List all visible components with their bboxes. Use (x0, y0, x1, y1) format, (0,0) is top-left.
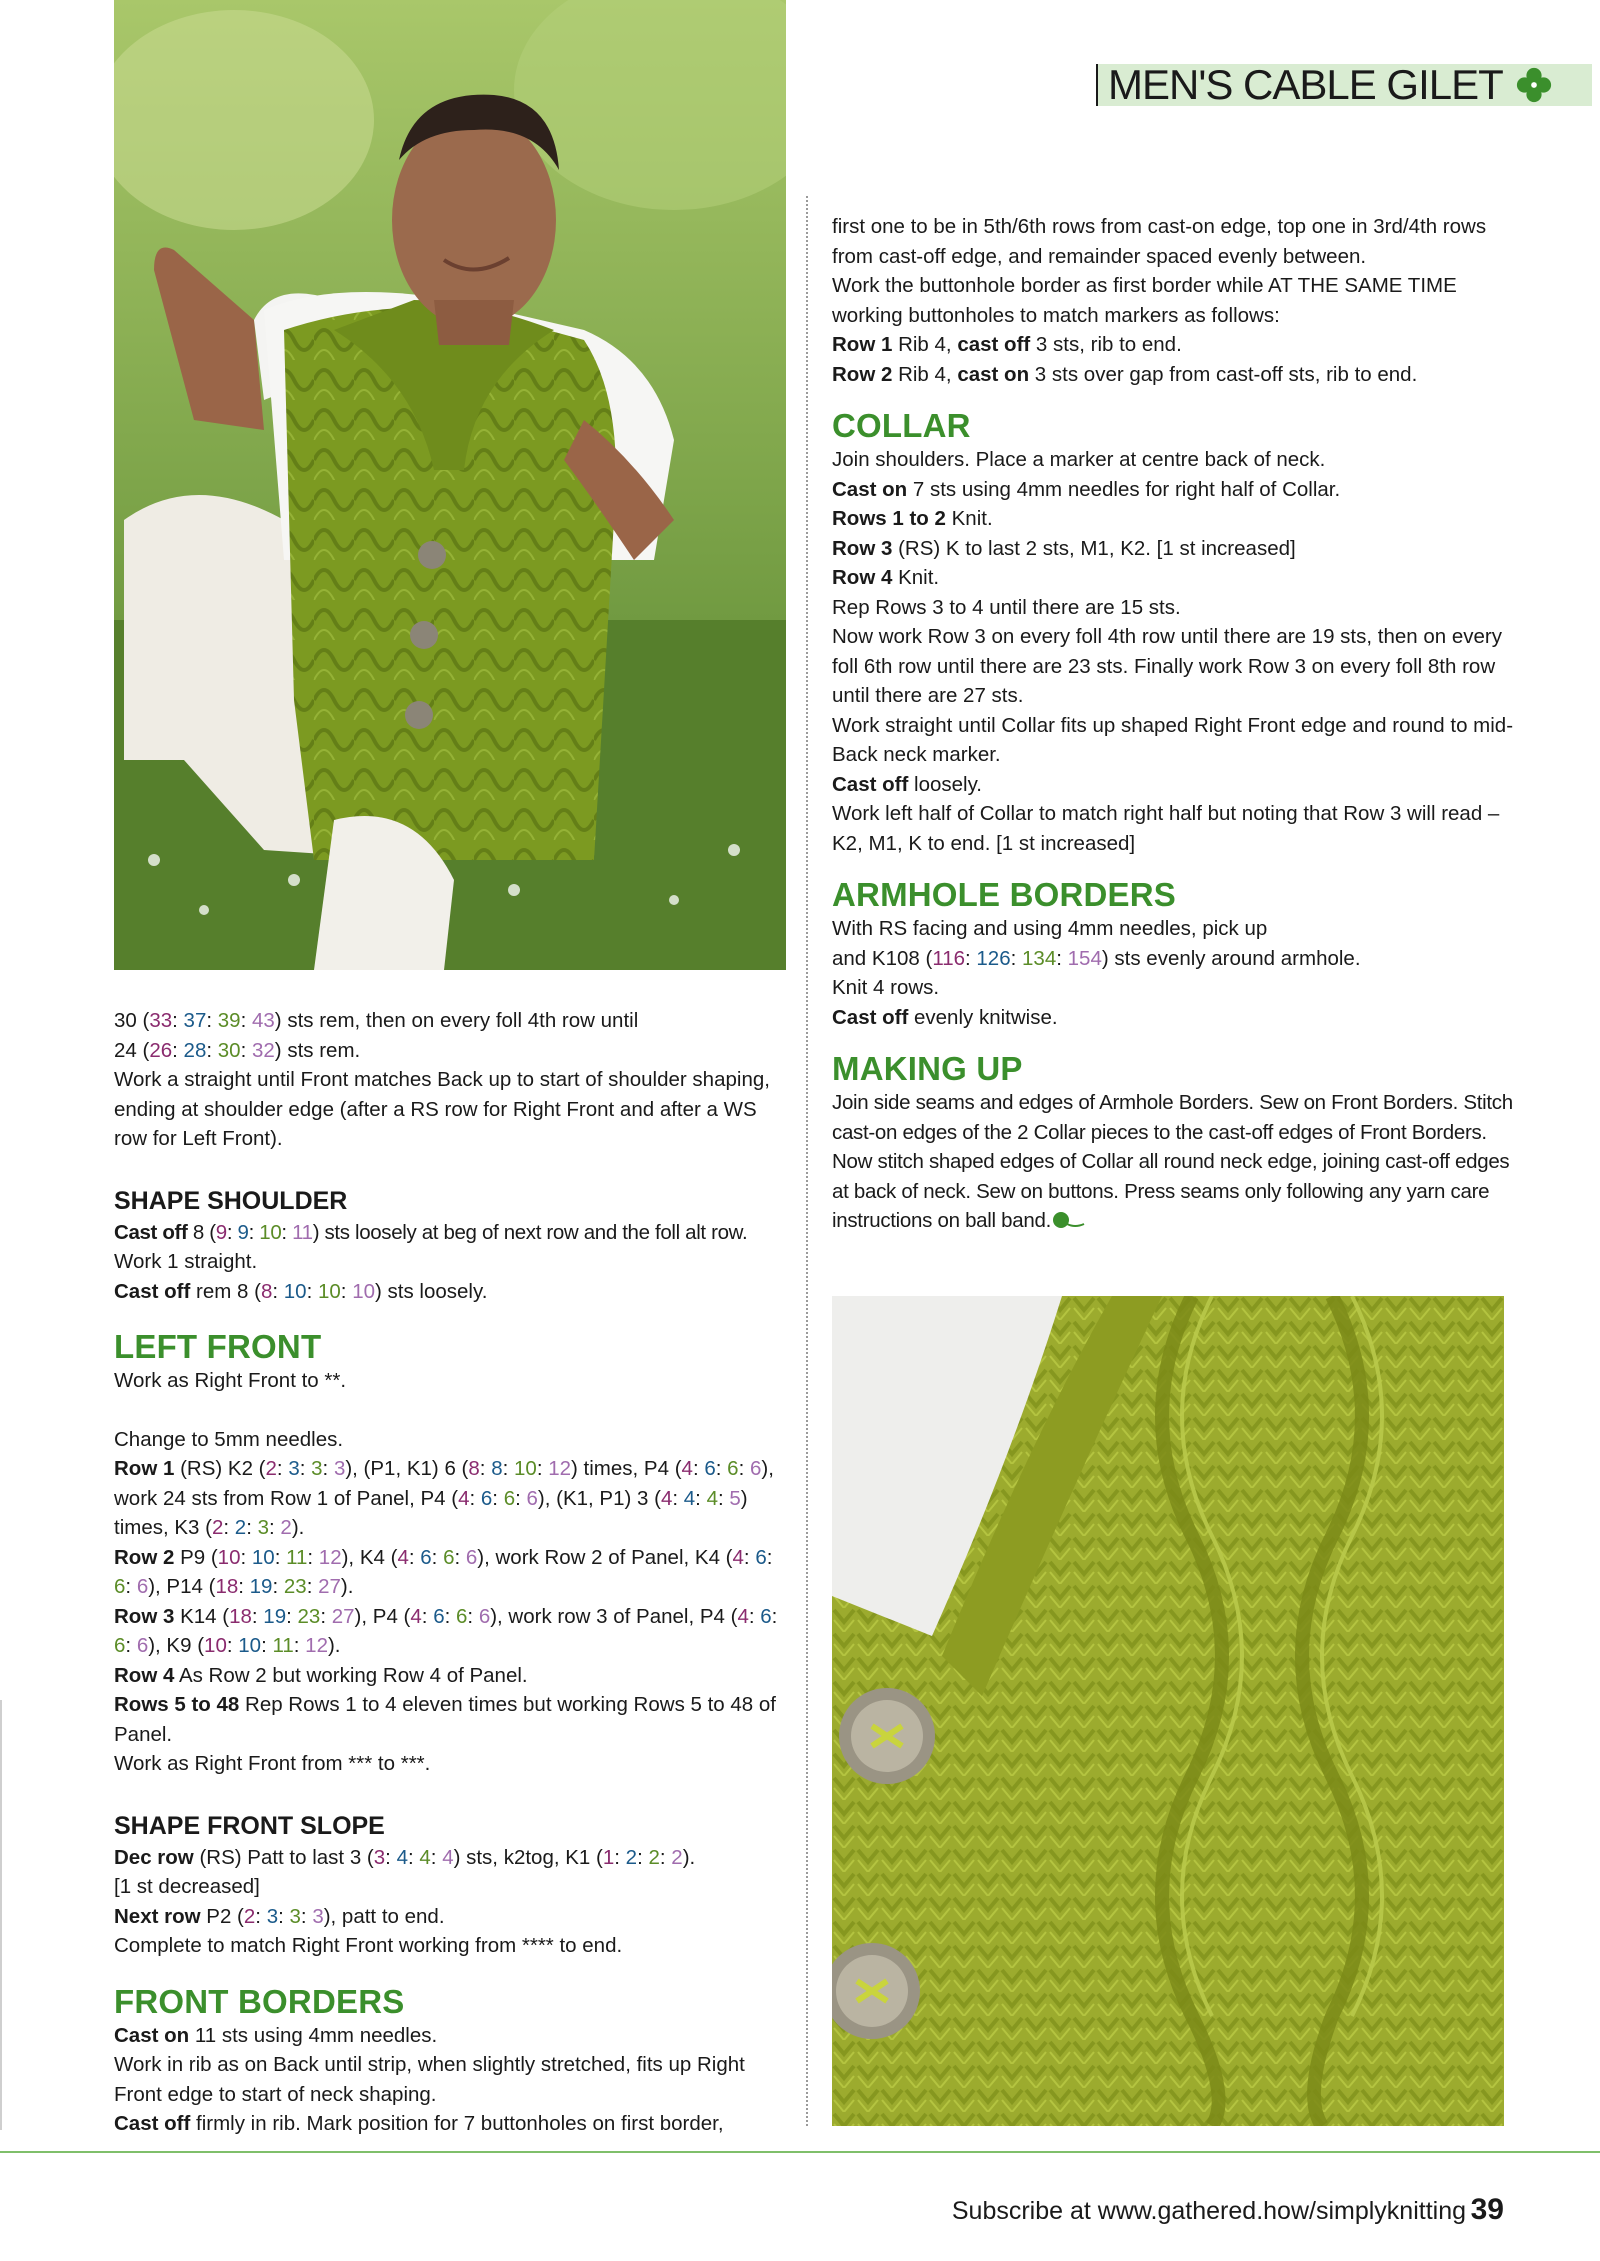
next-row: Next row P2 (2: 3: 3: 3), patt to end. (114, 1904, 445, 1928)
buttonhole-border-instructions: Work the buttonhole border as first border while AT THE SAME TIME working buttonholes to match markers as follows: (832, 274, 1457, 327)
making-up-text: Join side seams and edges of Armhole Borders. Sew on Front Borders. Stitch cast-on edges of the 2 Collar pieces to the cast-off edges of Front Borders. Now stitch shaped edges of Collar all round neck edge, joining cast-off edges at back of neck. Sew on buttons. Press seams only following any yarn care instructions on ball band. (832, 1091, 1513, 1232)
left-front-row-2: Row 2 P9 (10: 10: 11: 12), K4 (4: 6: 6: 6), work Row 2 of Panel, K4 (4: 6: 6: 6), P14 (18: 19: 23: 27). (114, 1545, 773, 1598)
left-front-row-3: Row 3 K14 (18: 19: 23: 27), P4 (4: 6: 6: 6), work row 3 of Panel, P4 (4: 6: 6: 6), K9 (10: 10: 11: 12). (114, 1604, 778, 1657)
left-front-rows-5-48: Rows 5 to 48 Rep Rows 1 to 4 eleven times but working Rows 5 to 48 of Panel. (114, 1693, 776, 1746)
armhole-line-2: and K108 (116: 126: 134: 154) sts evenly around armhole. (832, 946, 1361, 970)
shoulder-line-2: Work 1 straight. (114, 1250, 258, 1273)
subscribe-link[interactable]: Subscribe at www.gathered.how/simplyknitting (951, 2197, 1466, 2225)
shoulder-line-1: Cast off 8 (9: 9: 10: 11) sts loosely at beg of next row and the foll alt row. (114, 1220, 748, 1244)
pattern-title: MEN'S CABLE GILET (1108, 61, 1503, 108)
buttonhole-continued: first one to be in 5th/6th rows from cast-on edge, top one in 3rd/4th rows from cast-off edge, and remainder spaced evenly between. (832, 215, 1487, 268)
complete-line: Complete to match Right Front working from **** to end. (114, 1934, 623, 1957)
left-front-line-1: Work as Right Front to **. (114, 1369, 347, 1392)
heading-shape-shoulder: SHAPE SHOULDER (114, 1186, 348, 1215)
heading-front-borders: FRONT BORDERS (114, 1982, 405, 2020)
left-front-row-1: Row 1 (RS) K2 (2: 3: 3: 3), (P1, K1) 6 (8: 8: 10: 12) times, P4 (4: 6: 6: 6), work 24 sts from Row 1 of Panel, P4 (4: 6: 6: 6), (K1, P1) 3 (4: 4: 4: 5) times, K3 (2: 2: 3: 2). (114, 1457, 774, 1539)
armhole-line-3: Knit 4 rows. (832, 976, 940, 999)
intro-line-1: 30 (33: 37: 39: 43) sts rem, then on every foll 4th row until (114, 1009, 639, 1032)
cable-detail-photo (832, 1296, 1504, 2126)
armhole-line-1: With RS facing and using 4mm needles, pick up (832, 917, 1268, 940)
collar-line-4: Row 3 (RS) K to last 2 sts, M1, K2. [1 st increased] (832, 536, 1296, 560)
left-column (114, 1006, 794, 2139)
heading-shape-front-slope: SHAPE FRONT SLOPE (114, 1811, 385, 1840)
footer-rule (0, 2151, 1600, 2153)
collar-line-1: Join shoulders. Place a marker at centre back of neck. (832, 448, 1326, 471)
column-divider (806, 196, 808, 2126)
front-borders-line-3: Cast off firmly in rib. Mark position for 7 buttonholes on first border, (114, 2112, 724, 2135)
heading-armhole-borders: ARMHOLE BORDERS (832, 876, 1177, 913)
left-front-line-end: Work as Right Front from *** to ***. (114, 1752, 431, 1775)
front-borders-line-1: Cast on 11 sts using 4mm needles. (114, 2023, 438, 2047)
dec-note: [1 st decreased] (114, 1875, 260, 1898)
collar-line-8: Work straight until Collar fits up shaped Right Front edge and round to mid-Back neck marker. (832, 713, 1514, 766)
left-front-line-2: Change to 5mm needles. (114, 1427, 344, 1451)
collar-line-9: Cast off loosely. (832, 772, 982, 796)
collar-line-2: Cast on 7 sts using 4mm needles for right half of Collar. (832, 477, 1341, 501)
collar-line-6: Rep Rows 3 to 4 until there are 15 sts. (832, 595, 1181, 619)
collar-line-3: Rows 1 to 2 Knit. (832, 507, 993, 530)
buttonhole-row-1: Row 1 Rib 4, cast off 3 sts, rib to end. (832, 333, 1182, 356)
heading-left-front: LEFT FRONT (114, 1328, 322, 1365)
armhole-line-4: Cast off evenly knitwise. (832, 1005, 1058, 1029)
left-front-row-4: Row 4 As Row 2 but working Row 4 of Panel. (114, 1663, 528, 1687)
page-edge-mark (0, 1700, 2, 2130)
intro-line-2: 24 (26: 28: 30: 32) sts rem. (114, 1038, 361, 1062)
collar-line-10: Work left half of Collar to match right half but noting that Row 3 will read – K2, M1, K to end. [1 st increased] (832, 802, 1500, 855)
collar-line-5: Row 4 Knit. (832, 566, 940, 589)
front-borders-line-2: Work in rib as on Back until strip, when slightly stretched, fits up Right Front edge to start of neck shaping. (114, 2053, 745, 2106)
right-column (832, 212, 1522, 1236)
model-photo (114, 0, 786, 970)
dec-row: Dec row (RS) Patt to last 3 (3: 4: 4: 4) sts, k2tog, K1 (1: 2: 2: 2). (114, 1845, 696, 1869)
heading-collar: COLLAR (832, 407, 971, 444)
page-number: 39 (1470, 2193, 1504, 2226)
heading-making-up: MAKING UP (832, 1050, 1023, 1087)
clover-icon (1515, 66, 1553, 104)
shoulder-line-3: Cast off rem 8 (8: 10: 10: 10) sts loosely. (114, 1279, 488, 1303)
collar-line-7: Now work Row 3 on every foll 4th row until there are 19 sts, then on every foll 6th row until there are 23 sts. Finally work Row 3 on every foll 8th row until there are 27 sts. (832, 625, 1502, 707)
yarn-ball-end-icon (1051, 1210, 1085, 1230)
pattern-title-banner (1096, 61, 1592, 108)
buttonhole-row-2: Row 2 Rib 4, cast on 3 sts over gap from cast-off sts, rib to end. (832, 362, 1418, 386)
intro-line-3: Work a straight until Front matches Back up to start of shoulder shaping, ending at shoulder edge (after a RS row for Right Front and after a WS row for Left Front). (114, 1068, 770, 1150)
